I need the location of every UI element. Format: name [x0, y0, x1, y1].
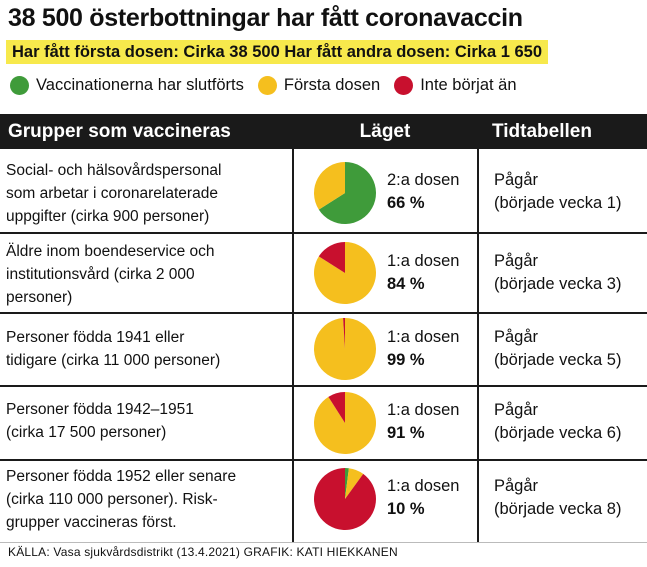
pie-chart: [313, 467, 377, 531]
dose-percent: 91 %: [387, 424, 425, 442]
dose-percent: 10 %: [387, 500, 425, 518]
group-line: personer): [6, 289, 73, 306]
header-status: Läget: [359, 121, 411, 142]
group-line: Social- och hälsovårdspersonal: [6, 162, 222, 179]
schedule-status: Pågår: [494, 171, 539, 189]
schedule: [494, 250, 621, 296]
schedule-status: Pågår: [494, 328, 539, 346]
legend-first-dose-dot-icon: [258, 76, 277, 95]
schedule: [494, 399, 621, 445]
pie-chart: [313, 391, 377, 455]
group-line: (cirka 17 500 personer): [6, 424, 167, 441]
schedule-status: Pågår: [494, 477, 539, 495]
dose-label: 1:a dosen: [387, 477, 460, 495]
header-schedule: Tidtabellen: [492, 121, 592, 142]
schedule: [494, 475, 621, 521]
table-header: [0, 114, 647, 149]
page-title: 38 500 österbottningar har fått coronavaccin: [8, 4, 523, 32]
dose-status: [387, 250, 459, 296]
schedule-start: (började vecka 5): [494, 351, 622, 369]
group-description: [6, 465, 288, 534]
table-row: [0, 234, 647, 312]
dose-percent: 99 %: [387, 351, 425, 369]
legend-item-not-started: [394, 76, 516, 95]
dose-status: [387, 399, 459, 445]
pie-slice-not-started: [314, 468, 376, 530]
legend-not-started-dot-icon: [394, 76, 413, 95]
group-description: [6, 326, 288, 372]
group-description: [6, 398, 288, 444]
pie-chart: [313, 241, 377, 305]
group-line: tidigare (cirka 11 000 personer): [6, 352, 221, 369]
source-credit: KÄLLA: Vasa sjukvårdsdistrikt (13.4.2021) GRAFIK: KATI HIEKKANEN: [8, 545, 398, 559]
dose-label: 1:a dosen: [387, 252, 460, 270]
legend-label: Första dosen: [283, 75, 381, 94]
group-line: uppgifter (cirka 900 personer): [6, 208, 210, 225]
dose-label: 2:a dosen: [387, 171, 460, 189]
group-line: Personer födda 1952 eller senare: [6, 468, 237, 485]
group-line: institutionsvård (cirka 2 000: [6, 266, 195, 283]
legend-label: Inte börjat än: [420, 75, 517, 94]
table-row: [0, 314, 647, 385]
group-line: Äldre inom boendeservice och: [6, 243, 215, 260]
group-line: grupper vaccineras först.: [6, 514, 177, 531]
group-description: [6, 240, 288, 309]
table-row: [0, 461, 647, 542]
legend-item-first-dose: [258, 76, 380, 95]
pie-chart: [313, 317, 377, 381]
dose-status: [387, 475, 459, 521]
legend: [10, 73, 531, 97]
table-bottom-line: [0, 542, 647, 543]
group-description: [6, 159, 288, 228]
group-line: Personer födda 1942–1951: [6, 401, 194, 418]
schedule: [494, 169, 621, 215]
dose-summary-banner: Har fått första dosen: Cirka 38 500 Har fått andra dosen: Cirka 1 650: [6, 40, 548, 64]
schedule-status: Pågår: [494, 252, 539, 270]
group-line: som arbetar i coronarelaterade: [6, 185, 218, 202]
dose-percent: 84 %: [387, 275, 425, 293]
schedule-start: (började vecka 1): [494, 194, 622, 212]
pie-chart: [313, 161, 377, 225]
schedule-start: (började vecka 8): [494, 500, 622, 518]
group-line: Personer födda 1941 eller: [6, 329, 185, 346]
legend-completed-dot-icon: [10, 76, 29, 95]
schedule: [494, 326, 621, 372]
header-groups: Grupper som vaccineras: [8, 121, 231, 142]
group-line: (cirka 110 000 personer). Risk-: [6, 491, 218, 508]
dose-label: 1:a dosen: [387, 328, 460, 346]
schedule-start: (började vecka 3): [494, 275, 622, 293]
legend-label: Vaccinationerna har slutförts: [36, 75, 244, 94]
table-row: [0, 149, 647, 232]
table-row: [0, 387, 647, 459]
dose-status: [387, 326, 459, 372]
dose-percent: 66 %: [387, 194, 425, 212]
schedule-status: Pågår: [494, 401, 539, 419]
dose-status: [387, 169, 459, 215]
legend-item-completed: [10, 76, 244, 95]
dose-label: 1:a dosen: [387, 401, 460, 419]
schedule-start: (började vecka 6): [494, 424, 622, 442]
